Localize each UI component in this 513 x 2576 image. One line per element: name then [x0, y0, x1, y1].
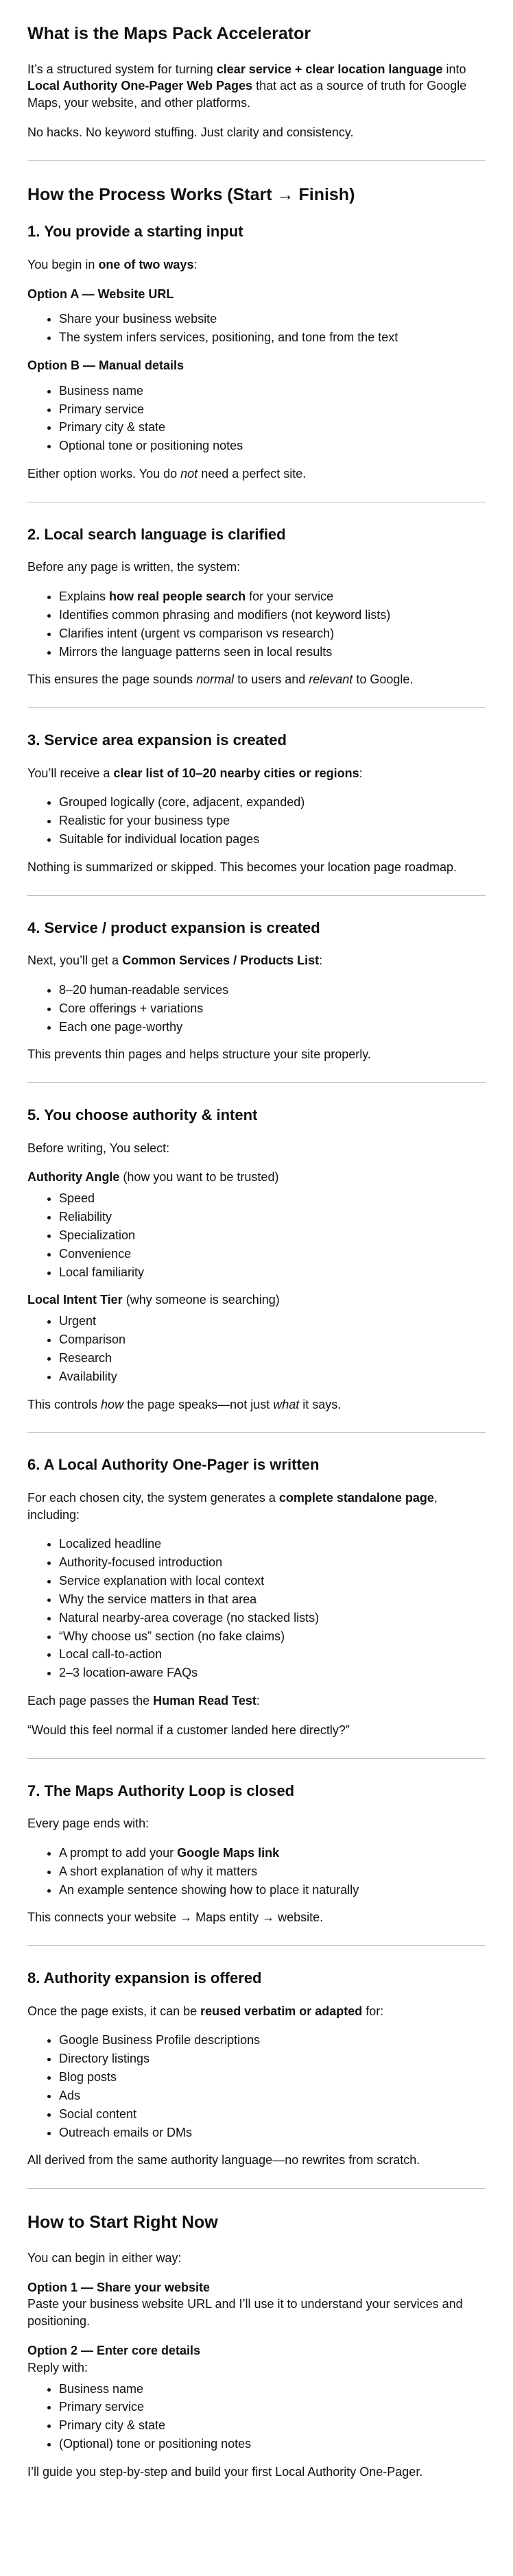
- text-run: Next, you’ll get a: [27, 953, 123, 968]
- emphasis-italic: relevant: [309, 672, 353, 687]
- step-4-title: 4. Service / product expansion is created: [27, 919, 320, 936]
- text-run: to users and: [234, 672, 309, 687]
- text-run: Each page passes the: [27, 1694, 154, 1708]
- list-item: • Authority-focused introduction: [59, 1554, 486, 1571]
- option-a-label: Option A — Website URL: [27, 287, 174, 301]
- step-3-lead: [27, 765, 486, 782]
- list-item: • Convenience: [59, 1246, 486, 1263]
- step-5-footer: [27, 1396, 486, 1413]
- emphasis-bold: Local Intent Tier: [27, 1293, 123, 1307]
- authority-angle-list: [27, 1190, 486, 1280]
- text-run: An example sentence showing how to place it naturally: [59, 1882, 359, 1897]
- list-item: • Ads: [59, 2087, 486, 2104]
- step-7-lead: Every page ends with:: [27, 1816, 150, 1831]
- step-6-list: [27, 1535, 486, 1681]
- text-run: :: [256, 1694, 260, 1708]
- text-run: This controls: [27, 1397, 102, 1411]
- emphasis-italic: how: [101, 1397, 124, 1411]
- text-run: that act as a source of truth for Google Maps, your website, and other platforms.: [27, 79, 467, 110]
- list-item: [59, 625, 486, 642]
- step-7-title: 7. The Maps Authority Loop is closed: [27, 1782, 295, 1799]
- text-run: Clarifies intent (urgent vs comparison vs research): [59, 626, 335, 640]
- list-item: [59, 588, 486, 605]
- step-6-lead: [27, 1490, 486, 1524]
- list-item: • Suitable for individual location pages: [59, 831, 486, 848]
- text-run: need a perfect site.: [198, 467, 307, 481]
- list-item: • Reliability: [59, 1208, 486, 1226]
- list-item: • Speed: [59, 1190, 486, 1207]
- divider: [27, 160, 486, 161]
- list-item: • Business name: [59, 382, 486, 400]
- text-run: :: [319, 953, 323, 968]
- step-1: [27, 221, 486, 483]
- text-run: Once the page exists, it can be: [27, 2004, 201, 2018]
- list-item: • Local familiarity: [59, 1264, 486, 1281]
- option-1-body: Paste your business website URL and I’ll use it to understand your services and positioning.: [27, 2297, 463, 2329]
- text-run: Identifies common phrasing and modifiers (not keyword lists): [59, 607, 391, 622]
- emphasis-bold: Common Services / Products List: [122, 953, 320, 968]
- divider: [27, 2188, 486, 2189]
- text-run: For each chosen city, the system generates a: [27, 1490, 279, 1505]
- emphasis-bold: Human Read Test: [153, 1694, 256, 1708]
- text-run: it says.: [299, 1397, 342, 1411]
- human-read-quote: “Would this feel normal if a customer landed here directly?”: [27, 1723, 350, 1737]
- step-8-list: [27, 2032, 486, 2141]
- text-run: (how you want to be trusted): [119, 1170, 279, 1184]
- option-a-list: [27, 311, 486, 346]
- option-2-body: Reply with:: [27, 2360, 88, 2374]
- start-section: [27, 2211, 486, 2481]
- option-b-list: [27, 382, 486, 454]
- step-8: [27, 1968, 486, 2169]
- text-run: :: [359, 766, 363, 780]
- list-item: • Optional tone or positioning notes: [59, 437, 486, 454]
- step-7: [27, 1781, 486, 1927]
- process-title: How the Process Works (Start → Finish): [27, 184, 355, 204]
- step-5-lead: Before writing, You select:: [27, 1141, 170, 1155]
- text-run: Either option works. You do: [27, 467, 181, 481]
- list-item: [59, 1863, 486, 1880]
- list-item: • Core offerings + variations: [59, 1000, 486, 1017]
- list-item: • Google Business Profile descriptions: [59, 2032, 486, 2049]
- intro-title: What is the Maps Pack Accelerator: [27, 24, 311, 43]
- intro-paragraph: [27, 61, 486, 112]
- list-item: [59, 644, 486, 661]
- list-item: • Research: [59, 1350, 486, 1367]
- start-lead: You can begin in either way:: [27, 2250, 182, 2265]
- step-3-footer: Nothing is summarized or skipped. This becomes your location page roadmap.: [27, 860, 457, 874]
- list-item: • Specialization: [59, 1227, 486, 1244]
- step-4-lead: [27, 952, 486, 969]
- authority-angle-label: [27, 1169, 486, 1186]
- step-8-footer: All derived from the same authority language—no rewrites from scratch.: [27, 2153, 420, 2167]
- divider: [27, 895, 486, 896]
- step-2: [27, 524, 486, 688]
- list-item: • Grouped logically (core, adjacent, expanded): [59, 794, 486, 811]
- divider: [27, 1945, 486, 1946]
- step-1-title: 1. You provide a starting input: [27, 223, 243, 241]
- text-run: the page speaks—not just: [123, 1397, 274, 1411]
- text-run: Explains: [59, 590, 110, 604]
- list-item: • Primary service: [59, 2398, 486, 2416]
- divider: [27, 1432, 486, 1433]
- list-item: • Outreach emails or DMs: [59, 2124, 486, 2141]
- step-2-footer: [27, 671, 486, 688]
- step-2-title: 2. Local search language is clarified: [27, 525, 286, 543]
- text-run: into: [442, 62, 466, 76]
- emphasis-bold: Local Authority One-Pager Web Pages: [27, 79, 253, 93]
- step-7-list: [27, 1845, 486, 1898]
- list-item: • The system infers services, positioning, and tone from the text: [59, 329, 486, 346]
- option-2-list: [27, 2381, 486, 2453]
- list-item: • Availability: [59, 1368, 486, 1385]
- list-item: • Business name: [59, 2381, 486, 2398]
- emphasis-italic: what: [273, 1397, 300, 1411]
- list-item: • 2–3 location-aware FAQs: [59, 1664, 486, 1681]
- text-run: You’ll receive a: [27, 766, 114, 780]
- list-item: • Localized headline: [59, 1535, 486, 1553]
- list-item: • Share your business website: [59, 311, 486, 328]
- emphasis-bold: clear list of 10–20 nearby cities or regions: [113, 766, 359, 780]
- step-3: [27, 730, 486, 876]
- step-8-lead: [27, 2003, 486, 2020]
- option-b-label: Option B — Manual details: [27, 358, 184, 372]
- list-item: • Comparison: [59, 1331, 486, 1348]
- divider: [27, 1758, 486, 1759]
- list-item: [59, 1845, 486, 1862]
- emphasis-bold: how real people search: [109, 590, 246, 604]
- step-3-title: 3. Service area expansion is created: [27, 731, 287, 749]
- list-item: • Primary service: [59, 401, 486, 418]
- list-item: • “Why choose us” section (no fake claims): [59, 1628, 486, 1645]
- start-closing: I’ll guide you step-by-step and build your first Local Authority One-Pager.: [27, 2464, 423, 2479]
- step-5-title: 5. You choose authority & intent: [27, 1106, 258, 1124]
- step-2-lead: Before any page is written, the system:: [27, 560, 241, 574]
- list-item: • Primary city & state: [59, 419, 486, 436]
- emphasis-bold: reused verbatim or adapted: [200, 2004, 363, 2018]
- step-1-footer: [27, 465, 486, 483]
- list-item: • Primary city & state: [59, 2417, 486, 2434]
- text-run: for:: [362, 2004, 384, 2018]
- list-item: [59, 1882, 486, 1899]
- step-8-title: 8. Authority expansion is offered: [27, 1969, 262, 1987]
- intro-tagline: No hacks. No keyword stuffing. Just clarity and consistency.: [27, 125, 354, 139]
- emphasis-bold: one of two ways: [98, 257, 194, 271]
- text-run: , including:: [27, 1490, 438, 1522]
- text-run: Mirrors the language patterns seen in local results: [59, 644, 333, 659]
- emphasis-bold: complete standalone page: [278, 1490, 434, 1505]
- text-run: :: [193, 257, 198, 271]
- text-run: A prompt to add your: [59, 1845, 178, 1860]
- list-item: • Service explanation with local context: [59, 1572, 486, 1590]
- step-6-title: 6. A Local Authority One-Pager is written: [27, 1456, 320, 1474]
- list-item: • (Optional) tone or positioning notes: [59, 2435, 486, 2453]
- step-4: [27, 918, 486, 1064]
- divider: [27, 707, 486, 708]
- text-run: A short explanation of why it matters: [59, 1864, 258, 1878]
- list-item: • Blog posts: [59, 2069, 486, 2086]
- text-run: You begin in: [27, 257, 99, 271]
- list-item: • Urgent: [59, 1313, 486, 1330]
- list-item: • Realistic for your business type: [59, 812, 486, 829]
- start-title: How to Start Right Now: [27, 2213, 218, 2233]
- text-run: (why someone is searching): [122, 1293, 280, 1307]
- step-6: [27, 1455, 486, 1738]
- list-item: • Directory listings: [59, 2050, 486, 2067]
- list-item: • Social content: [59, 2106, 486, 2123]
- emphasis-bold: clear service + clear location language: [216, 62, 443, 76]
- option-2-label: Option 2 — Enter core details: [27, 2344, 201, 2357]
- emphasis-bold: Google Maps link: [177, 1845, 280, 1860]
- step-1-lead: [27, 256, 486, 274]
- list-item: • 8–20 human-readable services: [59, 982, 486, 999]
- step-3-list: [27, 794, 486, 847]
- option-1-label: Option 1 — Share your website: [27, 2280, 211, 2294]
- text-run: for your service: [246, 590, 334, 604]
- list-item: • Natural nearby-area coverage (no stacked lists): [59, 1609, 486, 1627]
- list-item: • Why the service matters in that area: [59, 1591, 486, 1608]
- list-item: • Local call-to-action: [59, 1646, 486, 1663]
- text-run: It’s a structured system for turning: [27, 62, 217, 76]
- emphasis-italic: normal: [196, 672, 235, 687]
- human-read-test: [27, 1692, 486, 1710]
- text-run: to Google.: [353, 672, 414, 687]
- text-run: This ensures the page sounds: [27, 672, 197, 687]
- local-intent-tier-list: [27, 1313, 486, 1385]
- step-2-list: [27, 588, 486, 660]
- emphasis-bold: Authority Angle: [27, 1170, 120, 1184]
- step-5: [27, 1105, 486, 1413]
- emphasis-italic: not: [180, 467, 198, 481]
- list-item: [59, 607, 486, 624]
- step-7-footer: This connects your website → Maps entity → website.: [27, 1910, 324, 1925]
- local-intent-tier-label: [27, 1291, 486, 1309]
- divider: [27, 1082, 486, 1083]
- list-item: • Each one page-worthy: [59, 1019, 486, 1036]
- step-4-list: [27, 982, 486, 1035]
- step-4-footer: This prevents thin pages and helps structure your site properly.: [27, 1047, 371, 1062]
